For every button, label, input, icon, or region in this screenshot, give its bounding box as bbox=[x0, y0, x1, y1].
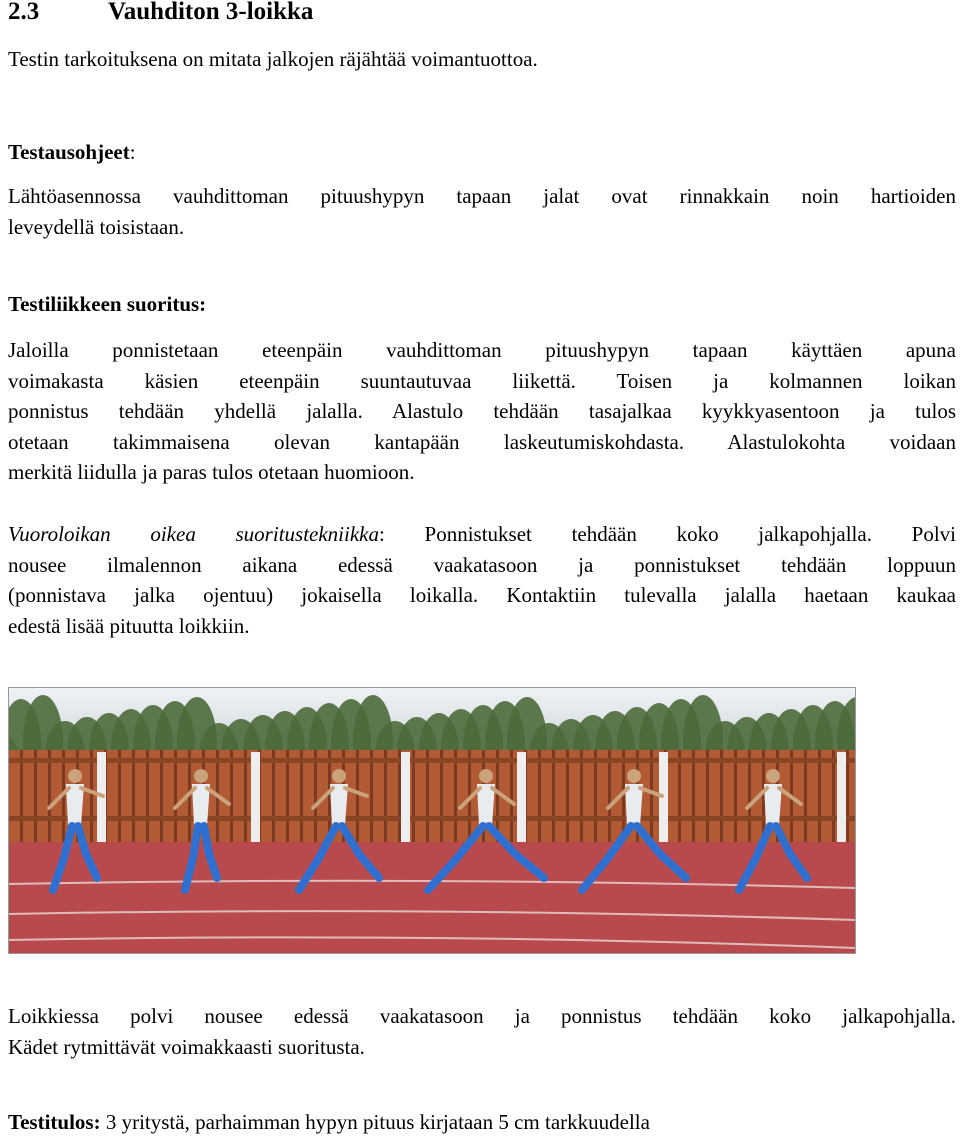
performance-line: ponnistus tehdään yhdellä jalalla. Alastulo tehdään tasajalkaa kyykkyasentoon ja tulos bbox=[8, 399, 956, 423]
caption-line: Kädet rytmittävät voimakkaasti suoritusta. bbox=[8, 1034, 365, 1059]
fence-post bbox=[837, 752, 846, 848]
performance-line: voimakasta käsien eteenpäin suuntautuvaa liikettä. Toisen ja kolmannen loikan bbox=[8, 368, 956, 393]
fence-rail-bottom bbox=[9, 816, 855, 821]
jump-sequence-illustration bbox=[9, 688, 855, 953]
performance-paragraph bbox=[8, 335, 956, 488]
result-line bbox=[8, 1107, 650, 1138]
runner-head bbox=[332, 769, 346, 783]
section-title: Vauhditon 3-loikka bbox=[108, 0, 314, 25]
technique-line: nousee ilmalennon aikana edessä vaakatasoon ja ponnistukset tehdään loppuun bbox=[8, 552, 956, 577]
technique-line: edestä lisää pituutta loikkiin. bbox=[8, 613, 250, 638]
fence-post bbox=[401, 752, 410, 848]
performance-heading bbox=[8, 289, 206, 320]
fence-post bbox=[517, 752, 526, 848]
fence-post bbox=[659, 752, 668, 848]
fence-post bbox=[251, 752, 260, 848]
performance-line: Jaloilla ponnistetaan eteenpäin vauhdittoman pituushypyn tapaan käyttäen apuna bbox=[8, 338, 956, 362]
technique-label: Vuoroloikan oikea suoritustekniikka bbox=[8, 522, 379, 546]
performance-line: merkitä liidulla ja paras tulos otetaan huomioon. bbox=[8, 460, 415, 484]
instructions-heading bbox=[8, 137, 136, 168]
technique-line bbox=[8, 519, 956, 550]
jump-sequence-photo bbox=[8, 687, 856, 954]
instructions-heading-suffix: : bbox=[129, 140, 136, 164]
technique-line-rest: Ponnistukset tehdään koko jalkapohjalla. Polvi bbox=[384, 522, 957, 546]
runner-head bbox=[194, 769, 208, 783]
result-label: Testitulos: bbox=[8, 1110, 101, 1134]
instructions-line: Lähtöasennossa vauhdittoman pituushypyn tapaan jalat ovat rinnakkain noin hartioiden bbox=[8, 184, 956, 208]
instructions-heading-label: Testausohjeet bbox=[8, 140, 130, 164]
running-track bbox=[9, 842, 855, 953]
fence-post bbox=[97, 752, 106, 848]
runner-head bbox=[479, 769, 493, 783]
section-heading bbox=[8, 0, 313, 26]
section-number: 2.3 bbox=[8, 0, 40, 25]
fence bbox=[9, 750, 855, 842]
intro-text: Testin tarkoituksena on mitata jalkojen räjähtää voimantuottoa. bbox=[8, 47, 538, 71]
runner-head bbox=[68, 769, 82, 783]
runner-head bbox=[766, 769, 780, 783]
technique-paragraph bbox=[8, 519, 956, 641]
runner-head bbox=[627, 769, 641, 783]
technique-line: (ponnistava jalka ojentuu) jokaisella loikalla. Kontaktiin tulevalla jalalla haetaan kaukaa bbox=[8, 583, 956, 607]
result-text: 3 yritystä, parhaimman hypyn pituus kirjataan 5 cm tarkkuudella bbox=[100, 1110, 650, 1134]
caption-line: Loikkiessa polvi nousee edessä vaakatasoon ja ponnistus tehdään koko jalkapohjalla. bbox=[8, 1004, 956, 1028]
performance-heading-label: Testiliikkeen suoritus: bbox=[8, 292, 207, 316]
caption-paragraph bbox=[8, 1001, 956, 1062]
fence-rail-top bbox=[9, 758, 855, 763]
instructions-line: leveydellä toisistaan. bbox=[8, 214, 185, 239]
technique-label-suffix: : bbox=[379, 522, 385, 546]
performance-line: otetaan takimmaisena olevan kantapään laskeutumiskohdasta. Alastulokohta voidaan bbox=[8, 429, 956, 454]
instructions-paragraph bbox=[8, 181, 956, 242]
